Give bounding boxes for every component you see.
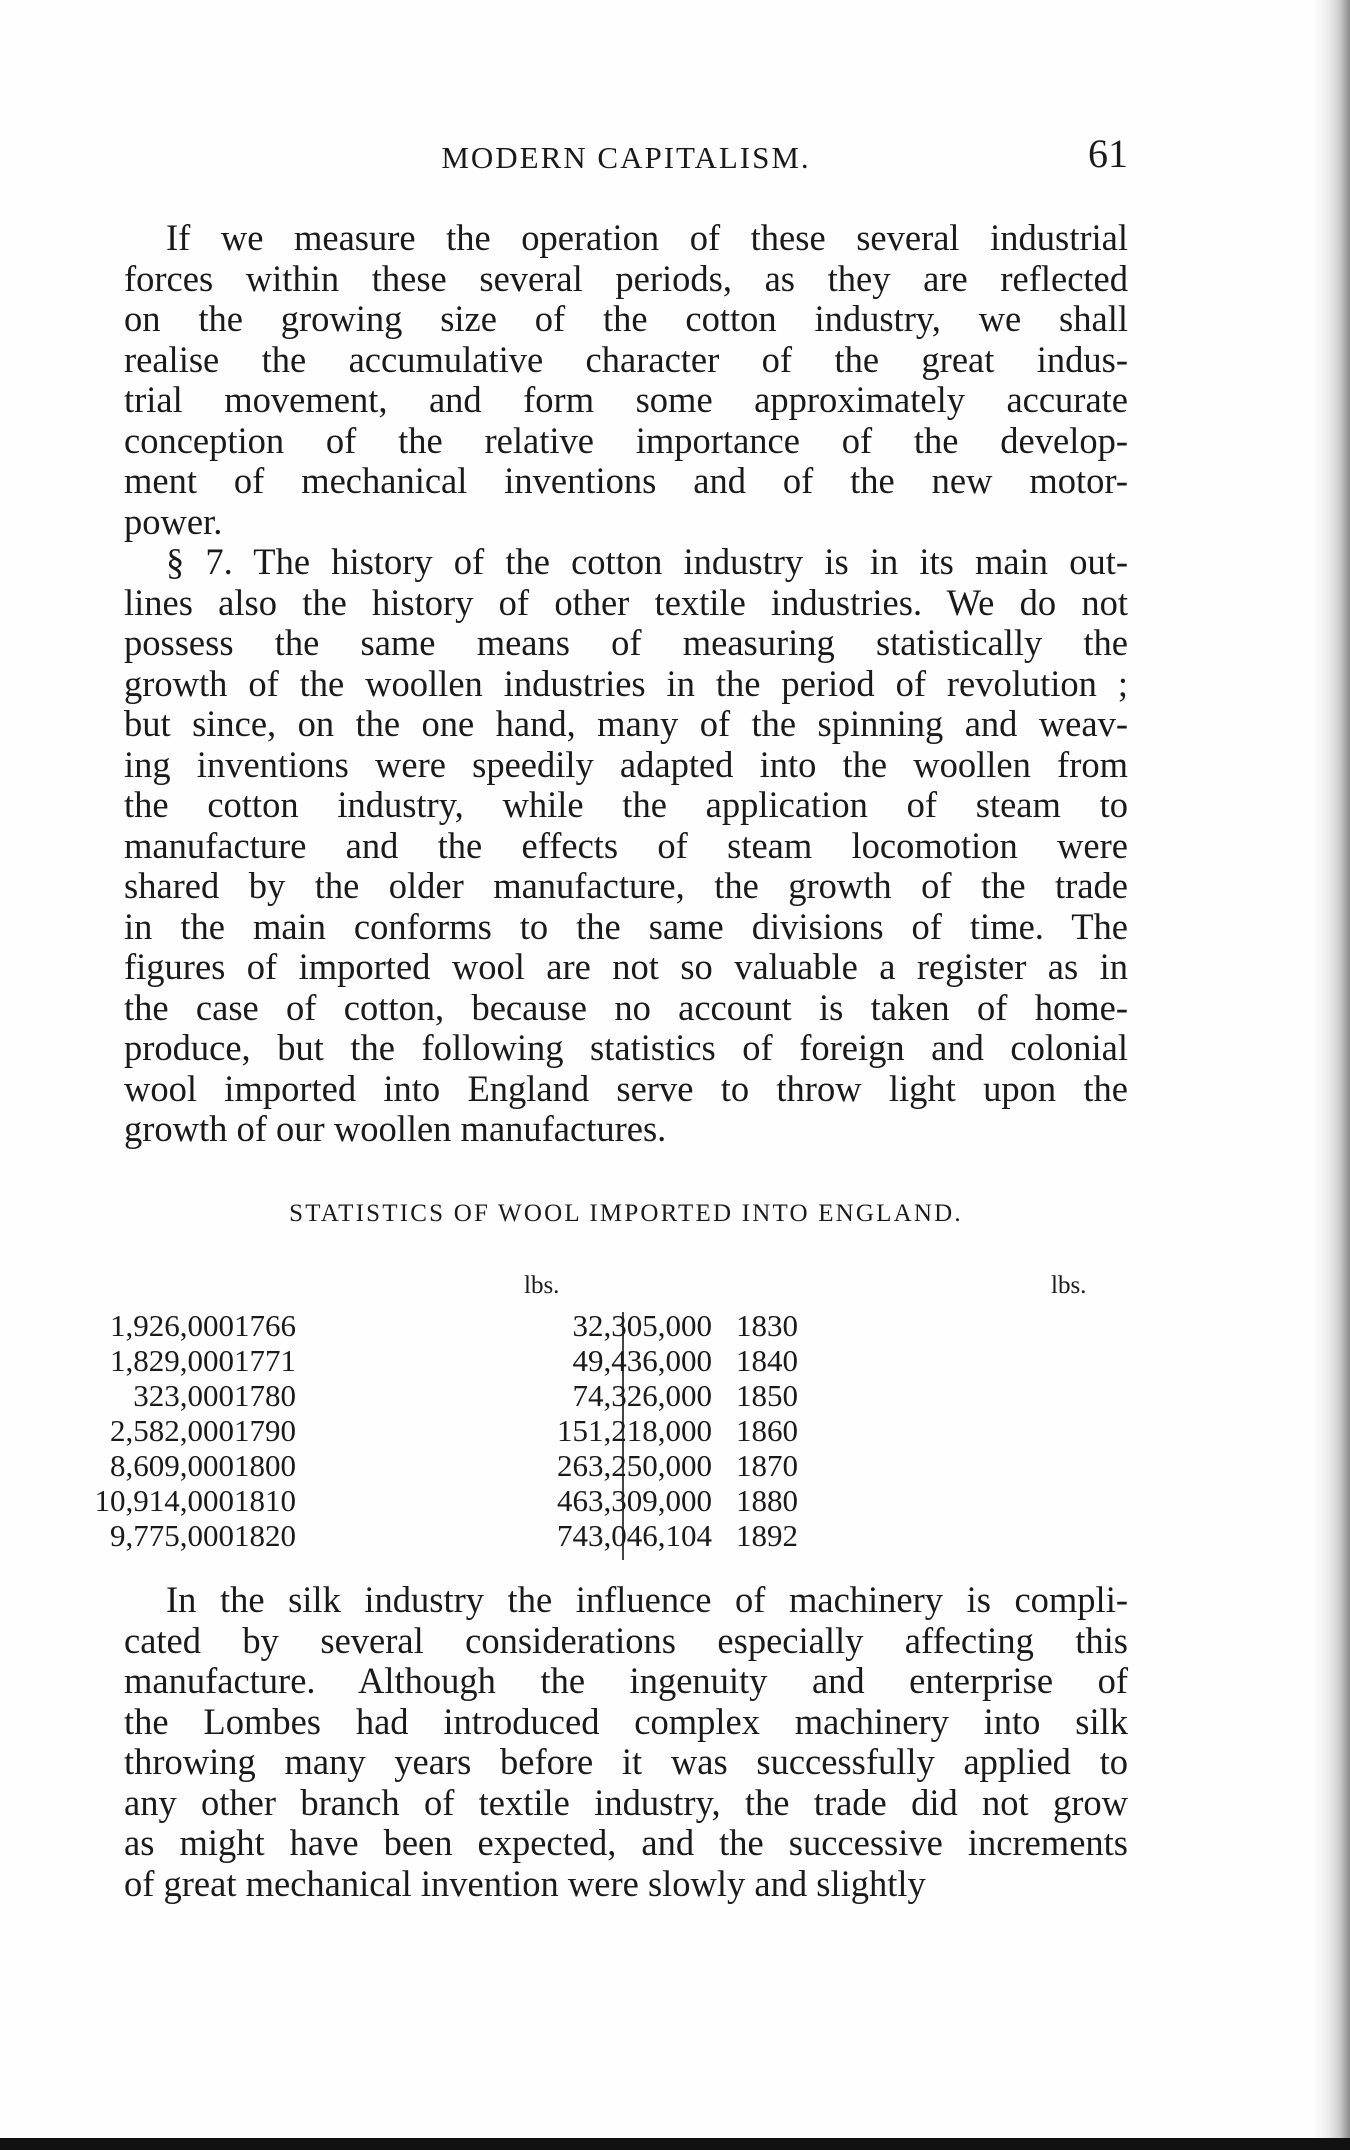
paragraph-silk-industry bbox=[124, 1580, 1128, 1904]
text-line: growth of our woollen manufactures. bbox=[124, 1108, 667, 1149]
text-line: in the main conforms to the same divisions of time. The bbox=[124, 905, 1128, 947]
text-line: any other branch of textile industry, the trade did not grow bbox=[124, 1781, 1128, 1823]
text-line: the Lombes had introduced complex machinery into silk bbox=[124, 1700, 1128, 1742]
year-cell: 1860 bbox=[736, 1413, 798, 1448]
lbs-cell: 8,609,000 bbox=[110, 1448, 234, 1483]
text-line: § 7. The history of the cotton industry is in its main out- bbox=[166, 541, 1128, 582]
lbs-cell: 1,926,000 bbox=[110, 1308, 234, 1343]
year-cell: 1820 bbox=[234, 1518, 296, 1553]
year-cell: 1800 bbox=[234, 1448, 296, 1483]
text-line: power. bbox=[124, 500, 223, 542]
paragraph-cotton-measure bbox=[124, 218, 1128, 542]
text-line: ing inventions were speedily adapted into the woollen from bbox=[124, 743, 1128, 785]
running-head bbox=[124, 130, 1128, 180]
text-line: of great mechanical invention were slowly and slightly bbox=[124, 1862, 926, 1904]
lbs-cell: 10,914,000 bbox=[94, 1483, 234, 1518]
lbs-cell: 32,305,000 bbox=[572, 1308, 712, 1343]
lbs-cell: 49,436,000 bbox=[572, 1343, 712, 1378]
table-title: STATISTICS OF WOOL IMPORTED INTO ENGLAND. bbox=[289, 1200, 963, 1227]
lbs-cell: 74,326,000 bbox=[572, 1378, 712, 1413]
year-cell: 1766 bbox=[234, 1308, 296, 1343]
unit-label: lbs. bbox=[524, 1272, 560, 1299]
year-cell: 1850 bbox=[736, 1378, 798, 1413]
text-line: produce, but the following statistics of foreign and colonial bbox=[124, 1027, 1128, 1068]
text-line: ment of mechanical inventions and of the new motor- bbox=[124, 460, 1128, 501]
year-cell: 1790 bbox=[234, 1413, 296, 1448]
year-cell: 1810 bbox=[234, 1483, 296, 1518]
running-title: MODERN CAPITALISM. bbox=[441, 140, 811, 175]
paragraph-section-7 bbox=[124, 542, 1128, 1150]
lbs-cell: 263,250,000 bbox=[557, 1448, 712, 1483]
text-line: figures of imported wool are not so valuable a register as in bbox=[124, 946, 1128, 987]
year-cell: 1771 bbox=[234, 1343, 296, 1378]
page-number: 61 bbox=[1088, 131, 1128, 176]
text-line: trial movement, and form some approximately accurate bbox=[124, 379, 1128, 420]
lbs-cell: 743,046,104 bbox=[557, 1518, 712, 1553]
text-line: wool imported into England serve to throw light upon the bbox=[124, 1067, 1128, 1109]
text-line: the case of cotton, because no account is taken of home- bbox=[124, 986, 1128, 1028]
page-edge-shadow bbox=[1314, 0, 1350, 2150]
year-cell: 1880 bbox=[736, 1483, 798, 1518]
lbs-cell: 1,829,000 bbox=[110, 1343, 234, 1378]
text-line: throwing many years before it was successfully applied to bbox=[124, 1741, 1128, 1782]
lbs-cell: 2,582,000 bbox=[110, 1413, 234, 1448]
lbs-cell: 463,309,000 bbox=[557, 1483, 712, 1518]
text-line: but since, on the one hand, many of the spinning and weav- bbox=[124, 703, 1128, 744]
wool-import-table bbox=[94, 1268, 1128, 1568]
text-line: growth of the woollen industries in the period of revolution ; bbox=[124, 662, 1128, 704]
text-line: manufacture and the effects of steam locomotion were bbox=[124, 824, 1128, 866]
year-cell: 1870 bbox=[736, 1448, 798, 1483]
lbs-cell: 151,218,000 bbox=[557, 1413, 712, 1448]
lbs-cell: 323,000 bbox=[133, 1378, 234, 1413]
year-cell: 1780 bbox=[234, 1378, 296, 1413]
text-line: shared by the older manufacture, the growth of the trade bbox=[124, 865, 1128, 906]
text-line: as might have been expected, and the successive increments bbox=[124, 1822, 1128, 1863]
text-line: cated by several considerations especially affecting this bbox=[124, 1619, 1128, 1661]
text-line: realise the accumulative character of the great indus- bbox=[124, 338, 1128, 380]
year-cell: 1892 bbox=[736, 1518, 798, 1553]
lbs-cell: 9,775,000 bbox=[110, 1518, 234, 1553]
text-line: If we measure the operation of these several industrial bbox=[166, 217, 1128, 258]
text-line: lines also the history of other textile industries. We do not bbox=[124, 581, 1128, 623]
year-cell: 1830 bbox=[736, 1308, 798, 1343]
year-cell: 1840 bbox=[736, 1343, 798, 1378]
text-line: the cotton industry, while the application of steam to bbox=[124, 784, 1128, 825]
text-line: on the growing size of the cotton industry, we shall bbox=[124, 298, 1128, 339]
text-line: manufacture. Although the ingenuity and enterprise of bbox=[124, 1660, 1128, 1701]
page-bottom-edge bbox=[0, 2138, 1350, 2150]
text-line: In the silk industry the influence of machinery is compli- bbox=[166, 1579, 1128, 1620]
text-line: possess the same means of measuring statistically the bbox=[124, 622, 1128, 663]
text-line: conception of the relative importance of the develop- bbox=[124, 419, 1128, 461]
unit-label: lbs. bbox=[1051, 1272, 1087, 1299]
text-line: forces within these several periods, as they are reflected bbox=[124, 257, 1128, 299]
